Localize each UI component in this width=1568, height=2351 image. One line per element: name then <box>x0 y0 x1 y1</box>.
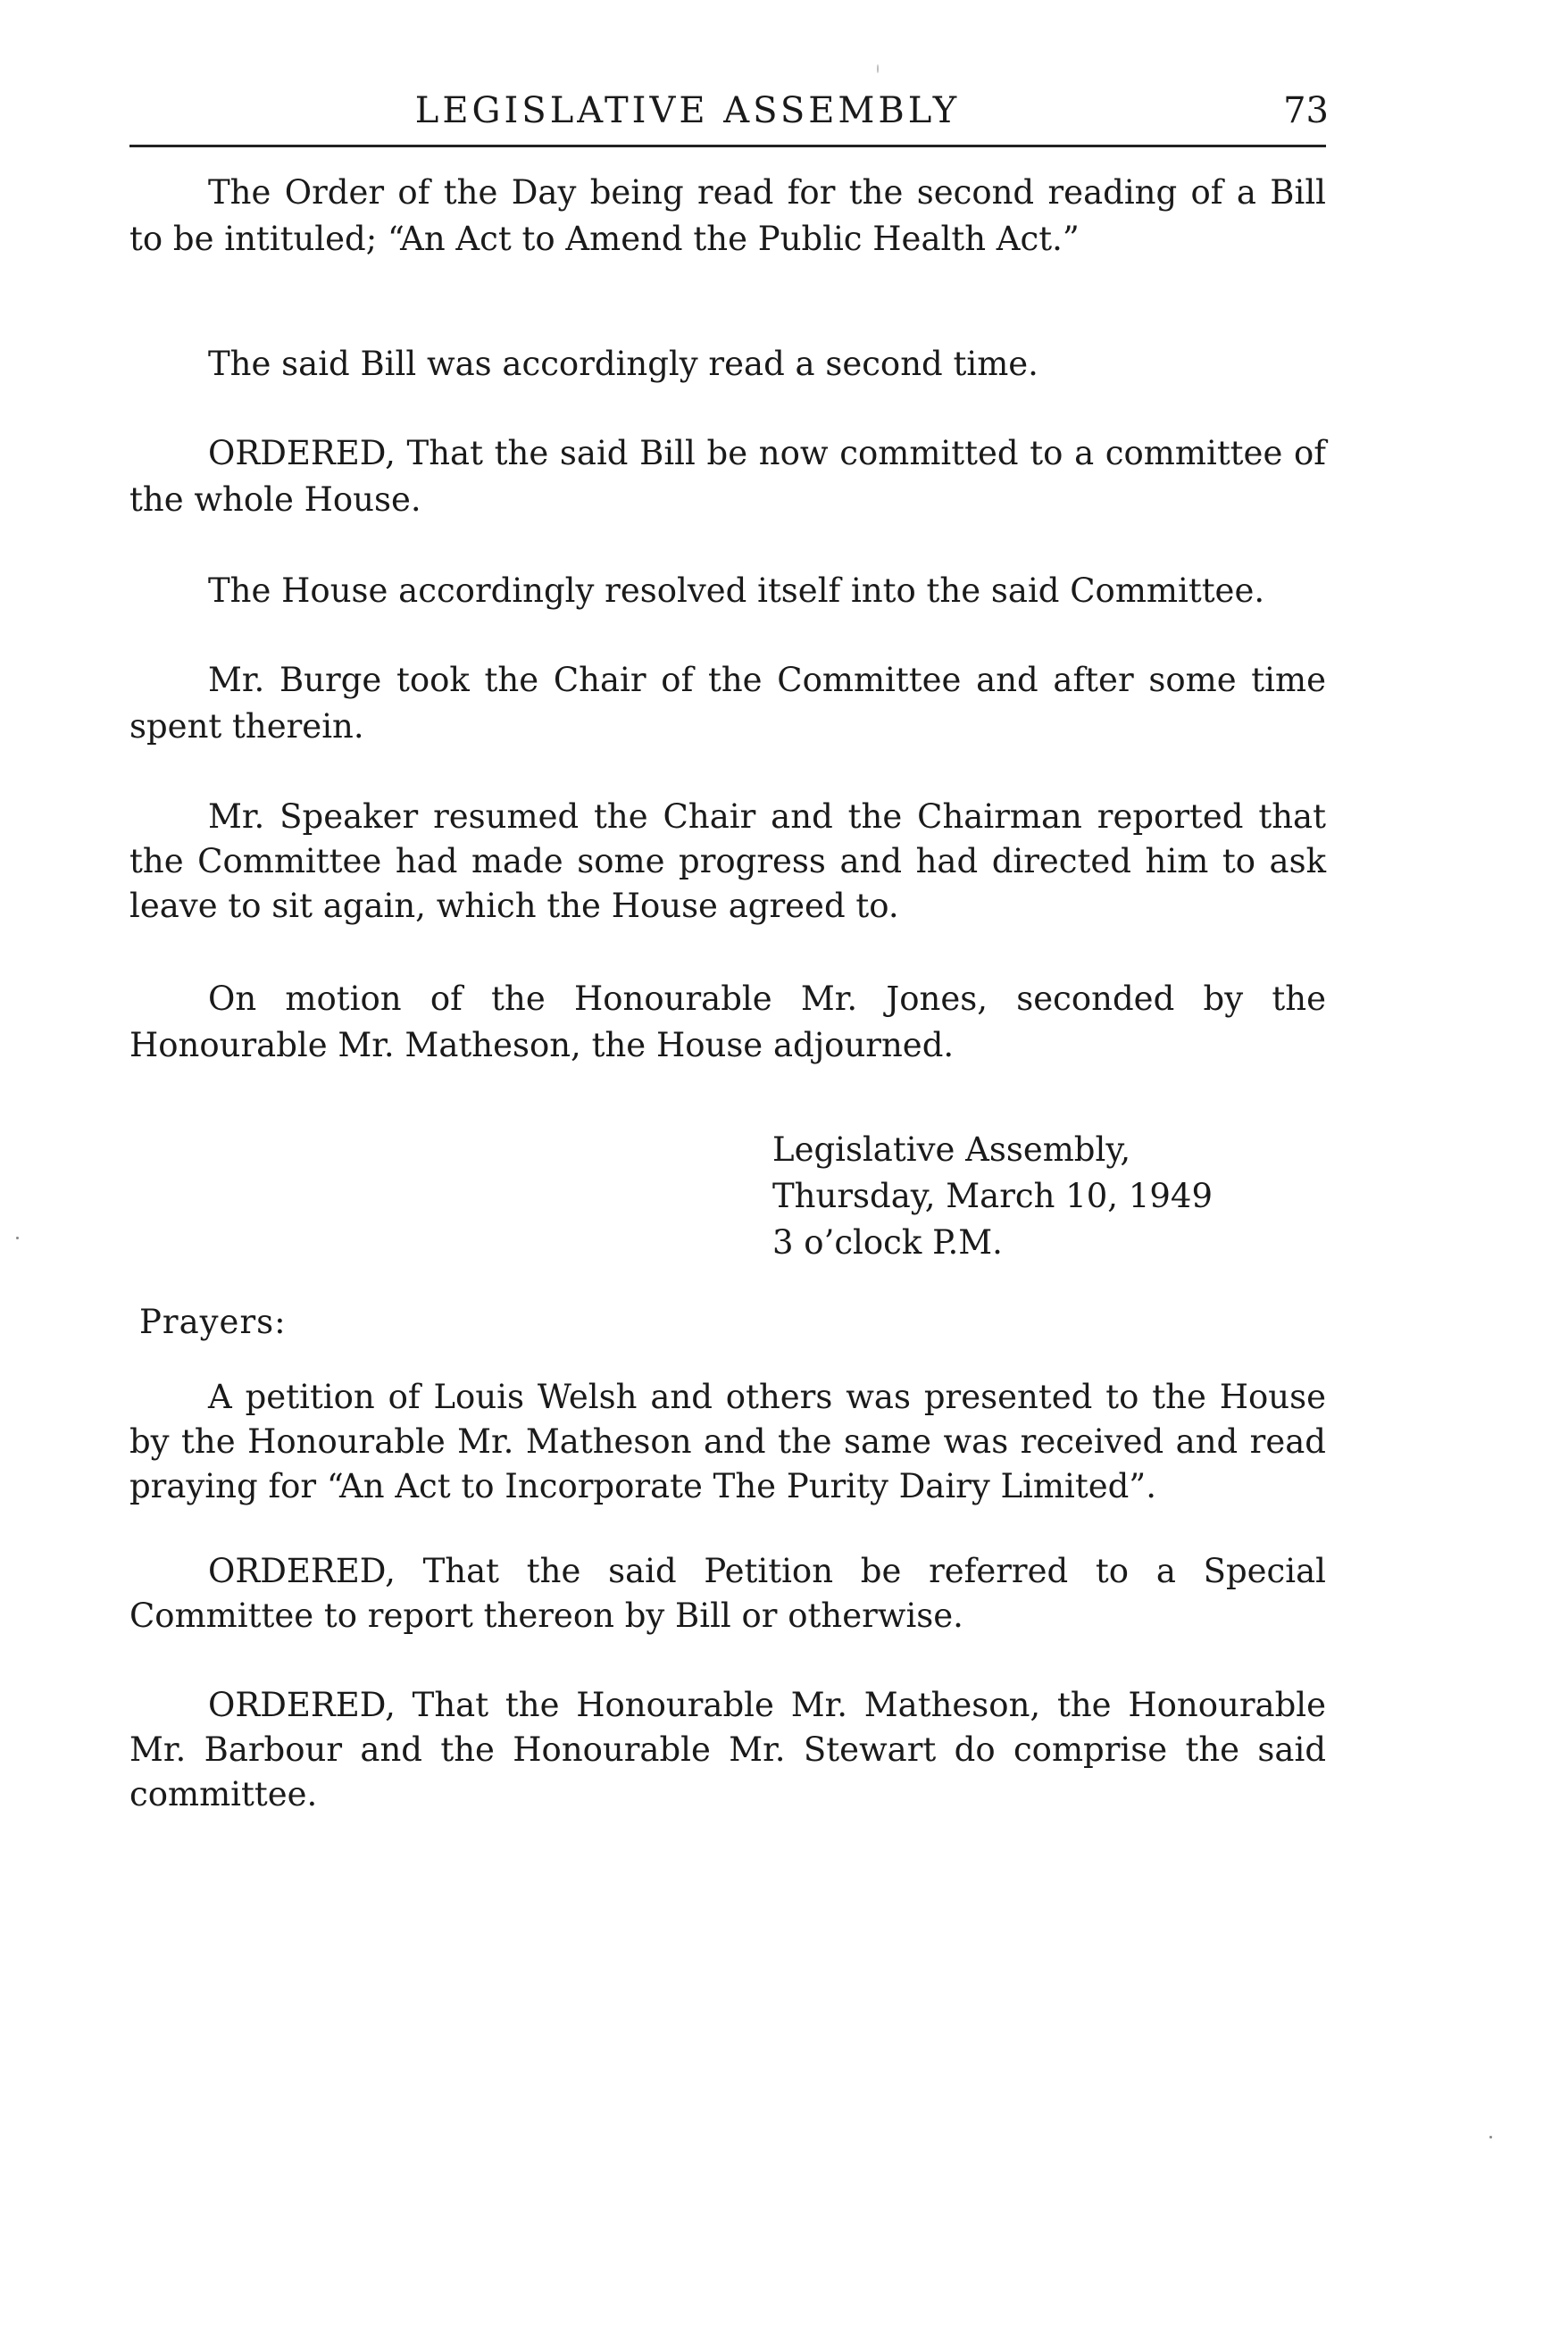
page-number: 73 <box>1283 90 1329 131</box>
paragraph-adjourned: On motion of the Honourable Mr. Jones, seconded by the Honourable Mr. Matheson, the House adjourned. <box>129 980 1326 1064</box>
paragraph-order-of-day: The Order of the Day being read for the second reading of a Bill to be intituled; “An Act to Amend the Public Health Act.” <box>129 173 1326 258</box>
session-dateline <box>772 1127 1308 1266</box>
session-date: Thursday, March 10, 1949 <box>772 1177 1213 1215</box>
paragraph-second-reading: The said Bill was accordingly read a second time. <box>208 345 1038 383</box>
prayers-heading: Prayers: <box>139 1303 287 1341</box>
header-rule <box>129 145 1326 147</box>
scan-speck <box>1489 2136 1492 2138</box>
paragraph-speaker-resumed: Mr. Speaker resumed the Chair and the Chairman reported that the Committee had made some progress and had directed him to ask leave to sit again, which the House agreed to. <box>129 797 1326 925</box>
paragraph-ordered-committed: ORDERED, That the said Bill be now committed to a committee of the whole House. <box>129 434 1326 519</box>
running-header-title: LEGISLATIVE ASSEMBLY <box>414 90 961 131</box>
paragraph-ordered-petition: ORDERED, That the said Petition be referred to a Special Committee to report thereon by Bill or otherwise. <box>129 1552 1326 1635</box>
paragraph-petition: A petition of Louis Welsh and others was presented to the House by the Honourable Mr. Matheson and the same was received and read praying for “An Act to Incorporate The Purity Dairy Limited”. <box>129 1378 1326 1505</box>
paragraph-house-resolved: The House accordingly resolved itself into the said Committee. <box>208 571 1265 610</box>
scan-speck <box>16 1237 19 1239</box>
session-assembly: Legislative Assembly, <box>772 1130 1131 1169</box>
session-time: 3 o’clock P.M. <box>772 1223 1003 1262</box>
paragraph-chair-committee: Mr. Burge took the Chair of the Committee and after some time spent therein. <box>129 661 1326 746</box>
paragraph-ordered-committee-members: ORDERED, That the Honourable Mr. Matheson, the Honourable Mr. Barbour and the Honourable Mr. Stewart do comprise the said committee. <box>129 1686 1326 1813</box>
scan-speck <box>877 64 879 73</box>
